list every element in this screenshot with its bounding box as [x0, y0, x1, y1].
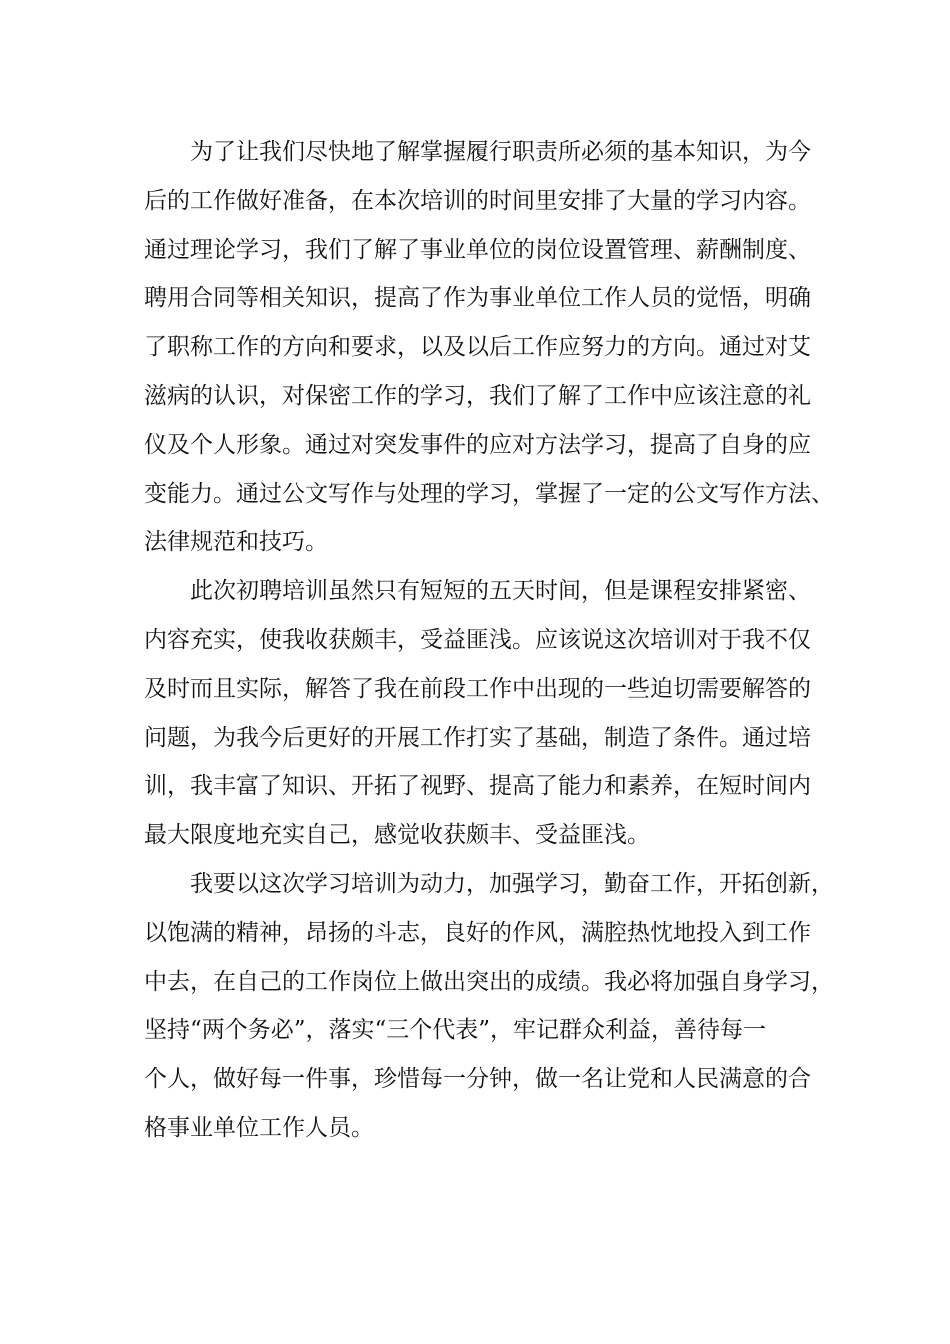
paragraph-1 — [144, 128, 834, 567]
paragraph-line: 个人，做好每一件事，珍惜每一分钟，做一名让党和人民满意的合 — [144, 1066, 811, 1093]
paragraph-line: 法律规范和技巧。 — [144, 529, 328, 556]
paragraph-line: 变能力。通过公文写作与处理的学习，掌握了一定的公文写作方法、 — [144, 480, 834, 507]
paragraph-line: 格事业单位工作人员。 — [144, 1114, 374, 1141]
paragraph-line: 及时而且实际，解答了我在前段工作中出现的一些迫切需要解答的 — [144, 675, 811, 702]
paragraph-line: 为了让我们尽快地了解掌握履行职责所必须的基本知识，为今 — [190, 139, 811, 165]
paragraph-2 — [144, 567, 830, 860]
paragraph-line: 我要以这次学习培训为动力，加强学习，勤奋工作，开拓创新， — [190, 870, 834, 897]
paragraph-line: 训，我丰富了知识、开拓了视野、提高了能力和素养，在短时间内 — [144, 773, 811, 800]
paragraph-line: 内容充实，使我收获颇丰，受益匪浅。应该说这次培训对于我不仅 — [144, 626, 811, 653]
paragraph-line: 聘用合同等相关知识，提高了作为事业单位工作人员的觉悟，明确 — [144, 285, 811, 312]
paragraph-line: 坚持“两个务必”，落实“三个代表”，牢记群众利益，善待每一 — [144, 1017, 767, 1044]
paragraph-line: 中去，在自己的工作岗位上做出突出的成绩。我必将加强自身学习， — [144, 968, 834, 995]
paragraph-line: 了职称工作的方向和要求，以及以后工作应努力的方向。通过对艾 — [144, 334, 811, 361]
paragraph-line: 仪及个人形象。通过对突发事件的应对方法学习，提高了自身的应 — [144, 431, 811, 458]
paragraph-3 — [144, 860, 834, 1153]
paragraph-line: 以饱满的精神，昂扬的斗志，良好的作风，满腔热忱地投入到工作 — [144, 919, 811, 946]
paragraph-line: 此次初聘培训虽然只有短短的五天时间，但是课程安排紧密、 — [190, 578, 811, 605]
paragraph-line: 后的工作做好准备，在本次培训的时间里安排了大量的学习内容。 — [144, 187, 811, 214]
paragraph-line: 最大限度地充实自己，感觉收获颇丰、受益匪浅。 — [144, 822, 650, 849]
paragraph-line: 通过理论学习，我们了解了事业单位的岗位设置管理、薪酬制度、 — [144, 236, 811, 263]
document-body — [144, 128, 834, 1153]
paragraph-line: 滋病的认识，对保密工作的学习，我们了解了工作中应该注意的礼 — [144, 382, 811, 409]
paragraph-line: 问题，为我今后更好的开展工作打实了基础，制造了条件。通过培 — [144, 724, 811, 751]
